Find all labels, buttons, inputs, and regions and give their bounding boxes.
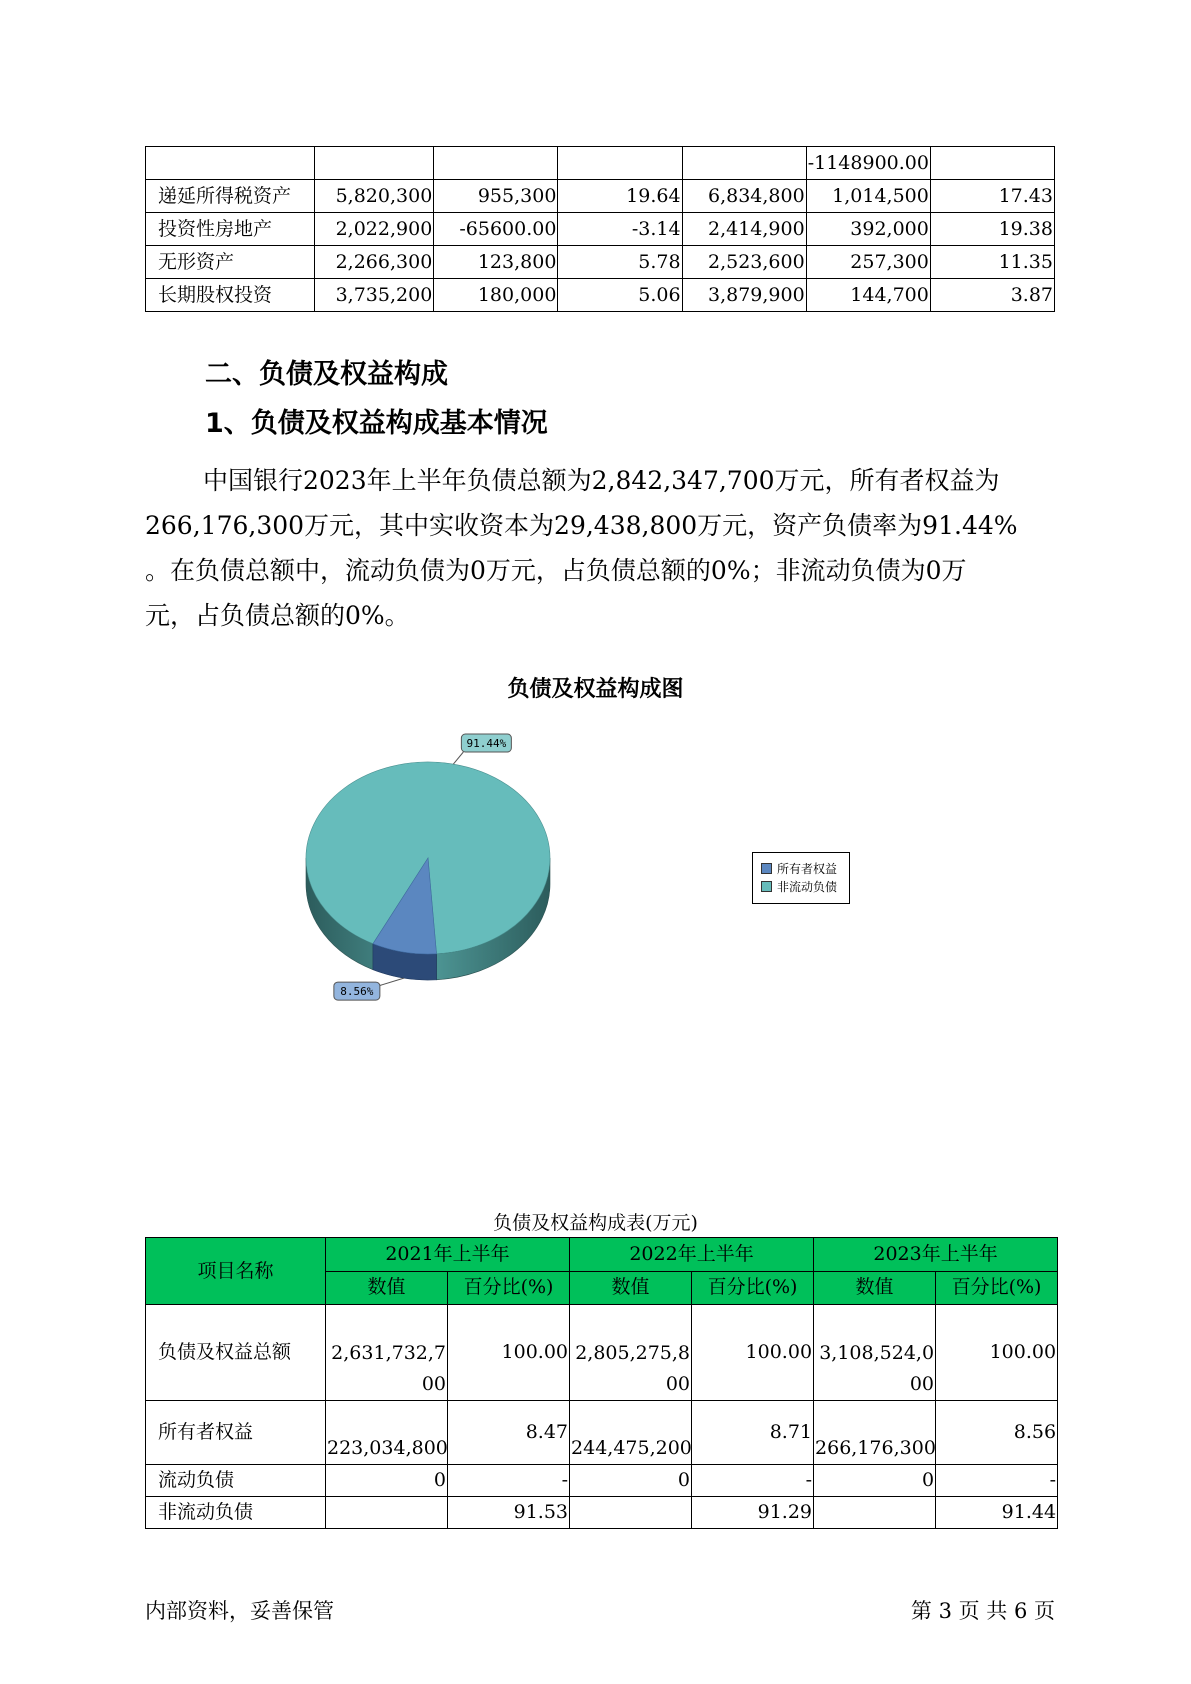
- cell: 6,834,800: [682, 180, 806, 213]
- cell: 91.29: [692, 1497, 814, 1529]
- cell: -1148900.00: [806, 147, 930, 180]
- period-header: 2021年上半年: [326, 1238, 570, 1272]
- cell: 8.47: [448, 1401, 570, 1465]
- cell: [682, 147, 806, 180]
- cell: 8.56: [936, 1401, 1058, 1465]
- cell: 123,800: [434, 246, 558, 279]
- row-label: 递延所得税资产: [146, 180, 315, 213]
- cell: 223,034,800: [326, 1401, 448, 1465]
- column-header: 数值: [326, 1271, 448, 1305]
- row-label: 负债及权益总额: [146, 1305, 326, 1401]
- period-header: 2022年上半年: [570, 1238, 814, 1272]
- cell: -: [448, 1465, 570, 1497]
- cell: 100.00: [448, 1305, 570, 1401]
- pie-chart: [270, 730, 600, 999]
- column-header: 数值: [814, 1271, 936, 1305]
- cell: 266,176,300: [814, 1401, 936, 1465]
- cell: [570, 1497, 692, 1529]
- table-header-row: [146, 1238, 1058, 1272]
- row-label: 流动负债: [146, 1465, 326, 1497]
- table-row: [146, 147, 1055, 180]
- table-row: [146, 1497, 1058, 1529]
- chart-legend: [752, 852, 850, 904]
- cell: 392,000: [806, 213, 930, 246]
- cell: 2,631,732,700: [326, 1305, 448, 1401]
- row-label: 非流动负债: [146, 1497, 326, 1529]
- table-row: [146, 246, 1055, 279]
- table-row: [146, 180, 1055, 213]
- column-header: 百分比(%): [692, 1271, 814, 1305]
- row-label: 无形资产: [146, 246, 315, 279]
- cell: -65600.00: [434, 213, 558, 246]
- column-header: 百分比(%): [448, 1271, 570, 1305]
- cell: 2,523,600: [682, 246, 806, 279]
- cell: -3.14: [558, 213, 682, 246]
- cell: 0: [570, 1465, 692, 1497]
- label-leader-line: [453, 752, 463, 764]
- legend-swatch: [761, 863, 772, 874]
- legend-item: [761, 859, 849, 877]
- cell: 257,300: [806, 246, 930, 279]
- table-row: [146, 1465, 1058, 1497]
- label-leader-line: [378, 978, 404, 986]
- cell: 244,475,200: [570, 1401, 692, 1465]
- table-row: [146, 213, 1055, 246]
- cell: -: [936, 1465, 1058, 1497]
- period-header: 2023年上半年: [814, 1238, 1058, 1272]
- cell: 5.06: [558, 279, 682, 312]
- row-label: 所有者权益: [146, 1401, 326, 1465]
- cell: 11.35: [930, 246, 1054, 279]
- cell: 2,022,900: [315, 213, 434, 246]
- cell: 19.64: [558, 180, 682, 213]
- legend-item: [761, 877, 849, 895]
- cell: 100.00: [936, 1305, 1058, 1401]
- paragraph-line: 。在负债总额中，流动负债为0万元，占负债总额的0%；非流动负债为0万: [145, 556, 967, 585]
- cell: 2,266,300: [315, 246, 434, 279]
- column-header: 项目名称: [146, 1238, 326, 1305]
- cell: 3,735,200: [315, 279, 434, 312]
- cell: 5.78: [558, 246, 682, 279]
- table-row: [146, 279, 1055, 312]
- cell: [434, 147, 558, 180]
- cell: [558, 147, 682, 180]
- paragraph-line: 中国银行2023年上半年负债总额为2,842,347,700万元，所有者权益为: [203, 466, 1000, 495]
- cell: 19.38: [930, 213, 1054, 246]
- cell: [814, 1497, 936, 1529]
- legend-label: 非流动负债: [777, 879, 838, 894]
- cell: [326, 1497, 448, 1529]
- legend-swatch: [761, 881, 772, 892]
- column-header: 数值: [570, 1271, 692, 1305]
- cell: [315, 147, 434, 180]
- cell: 955,300: [434, 180, 558, 213]
- cell: -: [692, 1465, 814, 1497]
- cell: 180,000: [434, 279, 558, 312]
- summary-paragraph: [145, 458, 1055, 638]
- row-label: [146, 147, 315, 180]
- cell: 3,108,524,000: [814, 1305, 936, 1401]
- legend-label: 所有者权益: [777, 861, 838, 876]
- row-label: 长期股权投资: [146, 279, 315, 312]
- liabilities-equity-table: [145, 1237, 1058, 1529]
- cell: 0: [326, 1465, 448, 1497]
- data-label: 91.44%: [466, 737, 507, 750]
- table-caption: 负债及权益构成表(万元): [493, 1212, 698, 1234]
- footer-confidential: 内部资料，妥善保管: [145, 1599, 334, 1623]
- cell: 91.53: [448, 1497, 570, 1529]
- cell: [930, 147, 1054, 180]
- cell: 3,879,900: [682, 279, 806, 312]
- table-row: [146, 1305, 1058, 1401]
- cell: 144,700: [806, 279, 930, 312]
- cell: 1,014,500: [806, 180, 930, 213]
- table-row: [146, 1401, 1058, 1465]
- cell: 5,820,300: [315, 180, 434, 213]
- data-label: 8.56%: [340, 985, 374, 999]
- paragraph-line: 元，占负债总额的0%。: [145, 601, 410, 630]
- cell: 3.87: [930, 279, 1054, 312]
- row-label: 投资性房地产: [146, 213, 315, 246]
- chart-title: 负债及权益构成图: [507, 677, 684, 702]
- section-subheading: 1、负债及权益构成基本情况: [205, 408, 548, 439]
- asset-change-table: [145, 146, 1055, 312]
- cell: 2,805,275,800: [570, 1305, 692, 1401]
- cell: 2,414,900: [682, 213, 806, 246]
- cell: 17.43: [930, 180, 1054, 213]
- cell: 8.71: [692, 1401, 814, 1465]
- cell: 100.00: [692, 1305, 814, 1401]
- column-header: 百分比(%): [936, 1271, 1058, 1305]
- section-heading: 二、负债及权益构成: [205, 359, 448, 390]
- cell: 0: [814, 1465, 936, 1497]
- cell: 91.44: [936, 1497, 1058, 1529]
- paragraph-line: 266,176,300万元，其中实收资本为29,438,800万元，资产负债率为91.44%: [145, 511, 1018, 540]
- footer-page-number: 第 3 页 共 6 页: [910, 1599, 1055, 1623]
